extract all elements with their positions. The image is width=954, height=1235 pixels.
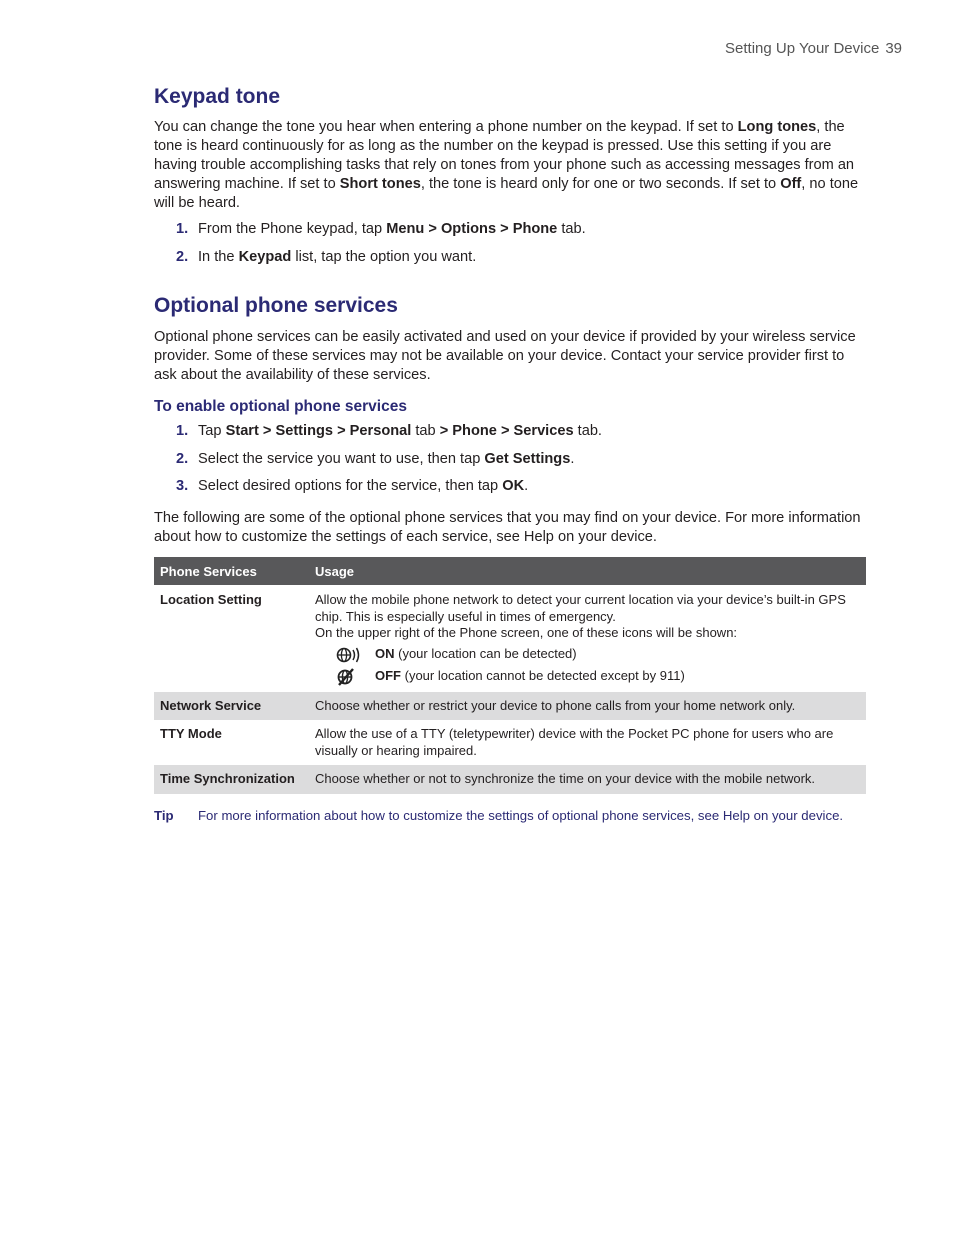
- header-title: Setting Up Your Device: [725, 40, 880, 57]
- service-usage: Choose whether or not to synchronize the time on your device with the mobile network.: [309, 765, 866, 794]
- table-row: [154, 692, 866, 721]
- page-number: 39: [885, 40, 902, 57]
- optional-intro: Optional phone services can be easily activated and used on your device if provided by your wireless service provider. Some of these services may not be available on your device. Contact your service provider first to ask about the availability of these services.: [154, 329, 856, 383]
- enable-step-1: [176, 422, 602, 441]
- location-on-icon: [335, 646, 363, 664]
- text-run: , the tone is heard continuously for as long as the number on the keypad is pressed. Use this setting if you are having trouble accomplishing tasks that rely on tones from your phone such as accessing messages from an answering machine. If set to: [154, 119, 855, 192]
- enable-services-subheading: To enable optional phone services: [154, 398, 407, 415]
- bold-term: > Phone > Services: [439, 423, 574, 439]
- tip-label: Tip: [154, 808, 174, 823]
- text-run: .: [524, 478, 529, 494]
- keypad-step-1: [176, 220, 586, 239]
- service-usage: Choose whether or restrict your device to phone calls from your home network only.: [309, 692, 866, 721]
- text-run: Select the service you want to use, then tap: [198, 451, 485, 467]
- step-text: [198, 249, 476, 265]
- enable-step-3: [176, 477, 528, 496]
- table-header-row: [154, 557, 866, 585]
- step-text: [198, 221, 586, 237]
- text-run: Tap: [198, 423, 226, 439]
- bold-term: Long tones: [737, 119, 817, 135]
- service-name: Time Synchronization: [154, 765, 309, 794]
- off-label: OFF: [375, 668, 401, 684]
- table-row: [154, 720, 866, 765]
- text-run: You can change the tone you hear when entering a phone number on the keypad. If set to: [154, 119, 738, 135]
- table-row: [154, 585, 866, 692]
- text-run: .: [570, 451, 575, 467]
- column-header: Phone Services: [154, 557, 309, 585]
- keypad-step-2: [176, 248, 476, 267]
- bold-term: Short tones: [339, 176, 421, 192]
- step-text: [198, 451, 574, 467]
- keypad-tone-heading: Keypad tone: [154, 85, 281, 108]
- text-run: , the tone is heard only for one or two seconds. If set to: [420, 176, 781, 192]
- text-run: From the Phone keypad, tap: [198, 221, 387, 237]
- location-off-icon: [335, 668, 363, 686]
- step-number: 3.: [176, 478, 189, 494]
- step-number: 1.: [176, 423, 189, 439]
- service-name: TTY Mode: [160, 726, 222, 741]
- optional-services-heading: Optional phone services: [154, 294, 398, 317]
- step-number: 1.: [176, 221, 189, 237]
- table-row: [154, 765, 866, 794]
- enable-step-2: [176, 450, 574, 469]
- bold-term: Off: [780, 176, 802, 192]
- text-run: tab: [411, 423, 440, 439]
- on-description: (your location can be detected): [394, 646, 577, 662]
- off-description: (your location cannot be detected except by 911): [401, 668, 685, 684]
- service-usage: Allow the use of a TTY (teletypewriter) device with the Pocket PC phone for users who are visually or hearing impaired.: [315, 726, 834, 758]
- bold-term: Menu > Options > Phone: [386, 221, 558, 237]
- step-number: 2.: [176, 451, 189, 467]
- text-run: tab.: [573, 423, 602, 439]
- usage-text: Allow the mobile phone network to detect your current location via your device’s built-in GPS chip. This is especially useful in times of emergency.: [315, 592, 846, 624]
- step-text: [198, 478, 528, 494]
- column-header: Usage: [309, 557, 866, 585]
- text-run: In the: [198, 249, 239, 265]
- service-name: Location Setting: [160, 592, 262, 607]
- usage-text: On the upper right of the Phone screen, one of these icons will be shown:: [315, 625, 738, 640]
- bold-term: Start > Settings > Personal: [225, 423, 412, 439]
- phone-services-table: [154, 557, 866, 794]
- text-run: list, tap the option you want.: [291, 249, 477, 265]
- step-number: 2.: [176, 249, 189, 265]
- on-label: ON: [375, 646, 395, 662]
- text-run: , no tone will be heard.: [154, 176, 859, 211]
- icon-row-off: [315, 668, 860, 686]
- icon-row-on: [315, 646, 860, 664]
- tip-text: For more information about how to customize the settings of optional phone services, see Help on your device.: [198, 808, 844, 823]
- keypad-intro: [154, 118, 866, 213]
- text-run: Select desired options for the service, then tap: [198, 478, 503, 494]
- bold-term: OK: [502, 478, 525, 494]
- following-paragraph: The following are some of the optional phone services that you may find on your device. For more information about how to customize the settings of each service, see Help on your device.: [154, 510, 861, 545]
- bold-term: Get Settings: [484, 451, 571, 467]
- service-name: Network Service: [154, 692, 309, 721]
- tip-note: [154, 808, 843, 823]
- text-run: tab.: [557, 221, 586, 237]
- bold-term: Keypad: [238, 249, 292, 265]
- service-usage: [309, 585, 866, 692]
- step-text: [198, 423, 602, 439]
- page-header: [725, 40, 902, 57]
